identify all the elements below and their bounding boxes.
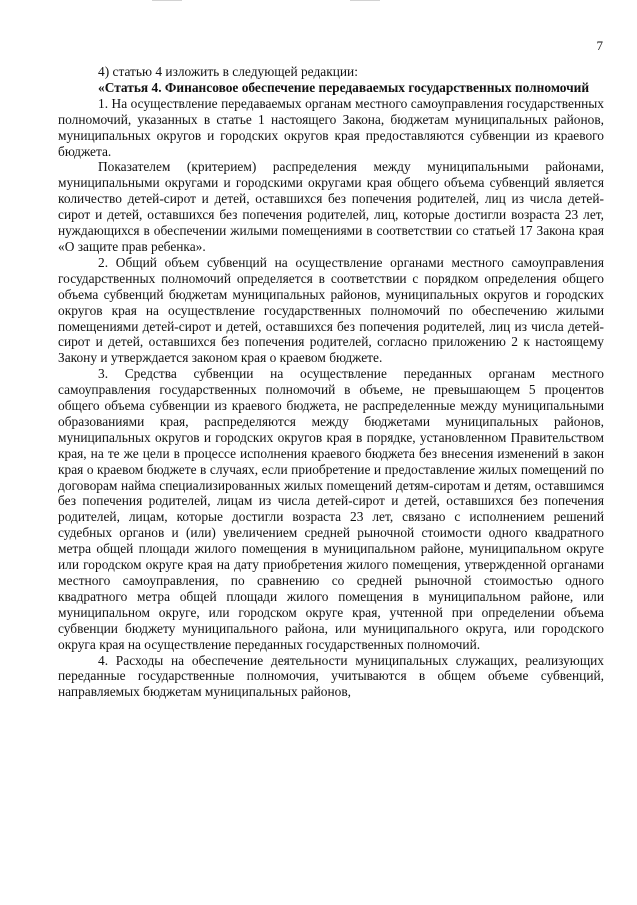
paragraph-2: 2. Общий объем субвенций на осуществление органами местного самоуправления государственных полномочий определяется в соответствии с порядком определения общего объема субвенций бюджетам муниципальных районов, муниципальных округов и городских округов края на осуществление государственных полномочий по обеспечению жилыми помещениями детей-сирот и детей, оставшихся без попечения родителей, лиц из числа детей-сирот и детей, оставшихся без попечения родителей, согласно приложению 2 к настоящему Закону и утверждается законом края о краевом бюджете.: [58, 254, 604, 366]
paragraph-criterion: Показателем (критерием) распределения между муниципальными районами, муниципальными округами и городскими округами края общего объема субвенций является количество детей-сирот и детей, оставшихся без попечения родителей, лиц из числа детей-сирот и детей, оставшихся без попечения родителей, лиц, которые достигли возраста 23 лет, нуждающихся в обеспечении жилыми помещениями в соответствии со статьей 17 Закона края «О защите прав ребенка».: [58, 159, 604, 254]
document-body: [58, 64, 604, 700]
article-heading: «Статья 4. Финансовое обеспечение передаваемых государственных полномочий: [98, 79, 590, 95]
paragraph-4: 4. Расходы на обеспечение деятельности муниципальных служащих, реализующих переданные государственные полномочия, учитываются в общем объеме субвенций, направляемых бюджетам муниципальных районов,: [58, 652, 604, 700]
amendment-intro: 4) статью 4 изложить в следующей редакции:: [98, 64, 358, 79]
paragraph-1: 1. На осуществление передаваемых органам местного самоуправления государственных полномочий, указанных в статье 1 настоящего Закона, бюджетам муниципальных районов, муниципальных округов и городских округов края предоставляются субвенции из краевого бюджета.: [58, 95, 604, 159]
scan-artifact-mark-left: [152, 0, 182, 1]
scan-artifact-mark-right: [350, 0, 380, 1]
paragraph-3: 3. Средства субвенции на осуществление переданных органам местного самоуправления государственных полномочий в объеме, не превышающем 5 процентов общего объема субвенции из краевого бюджета, не распределенные между муниципальными образованиями края, распределяются между бюджетами муниципальных районов, муниципальных округов и городских округов края в порядке, установленном Правительством края, на те же цели в процессе исполнения краевого бюджета без внесения изменений в закон края о краевом бюджете в случаях, если приобретение и предоставление жилых помещений по договорам найма специализированных жилых помещений детям-сиротам и детям, оставшимся без попечения родителей, лицам из числа детей-сирот и детей, оставшихся без попечения родителей, лицам, которые достигли возраста 23 лет, связано с исполнением решений судебных органов и (или) увеличением средней рыночной стоимости одного квадратного метра общей площади жилого помещения в муниципальном районе, муниципальном округе или городском округе края на дату приобретения жилого помещения, утвержденной органами местного самоуправления, по сравнению со средней рыночной стоимостью одного квадратного метра общей площади жилого помещения в муниципальном районе, или муниципальном округе, или городском округе края, учтенной при определении объема субвенции бюджету муниципального района, или муниципального округа, или городского округа края на осуществление переданных государственных полномочий.: [58, 366, 604, 652]
page-number: 7: [596, 38, 603, 53]
